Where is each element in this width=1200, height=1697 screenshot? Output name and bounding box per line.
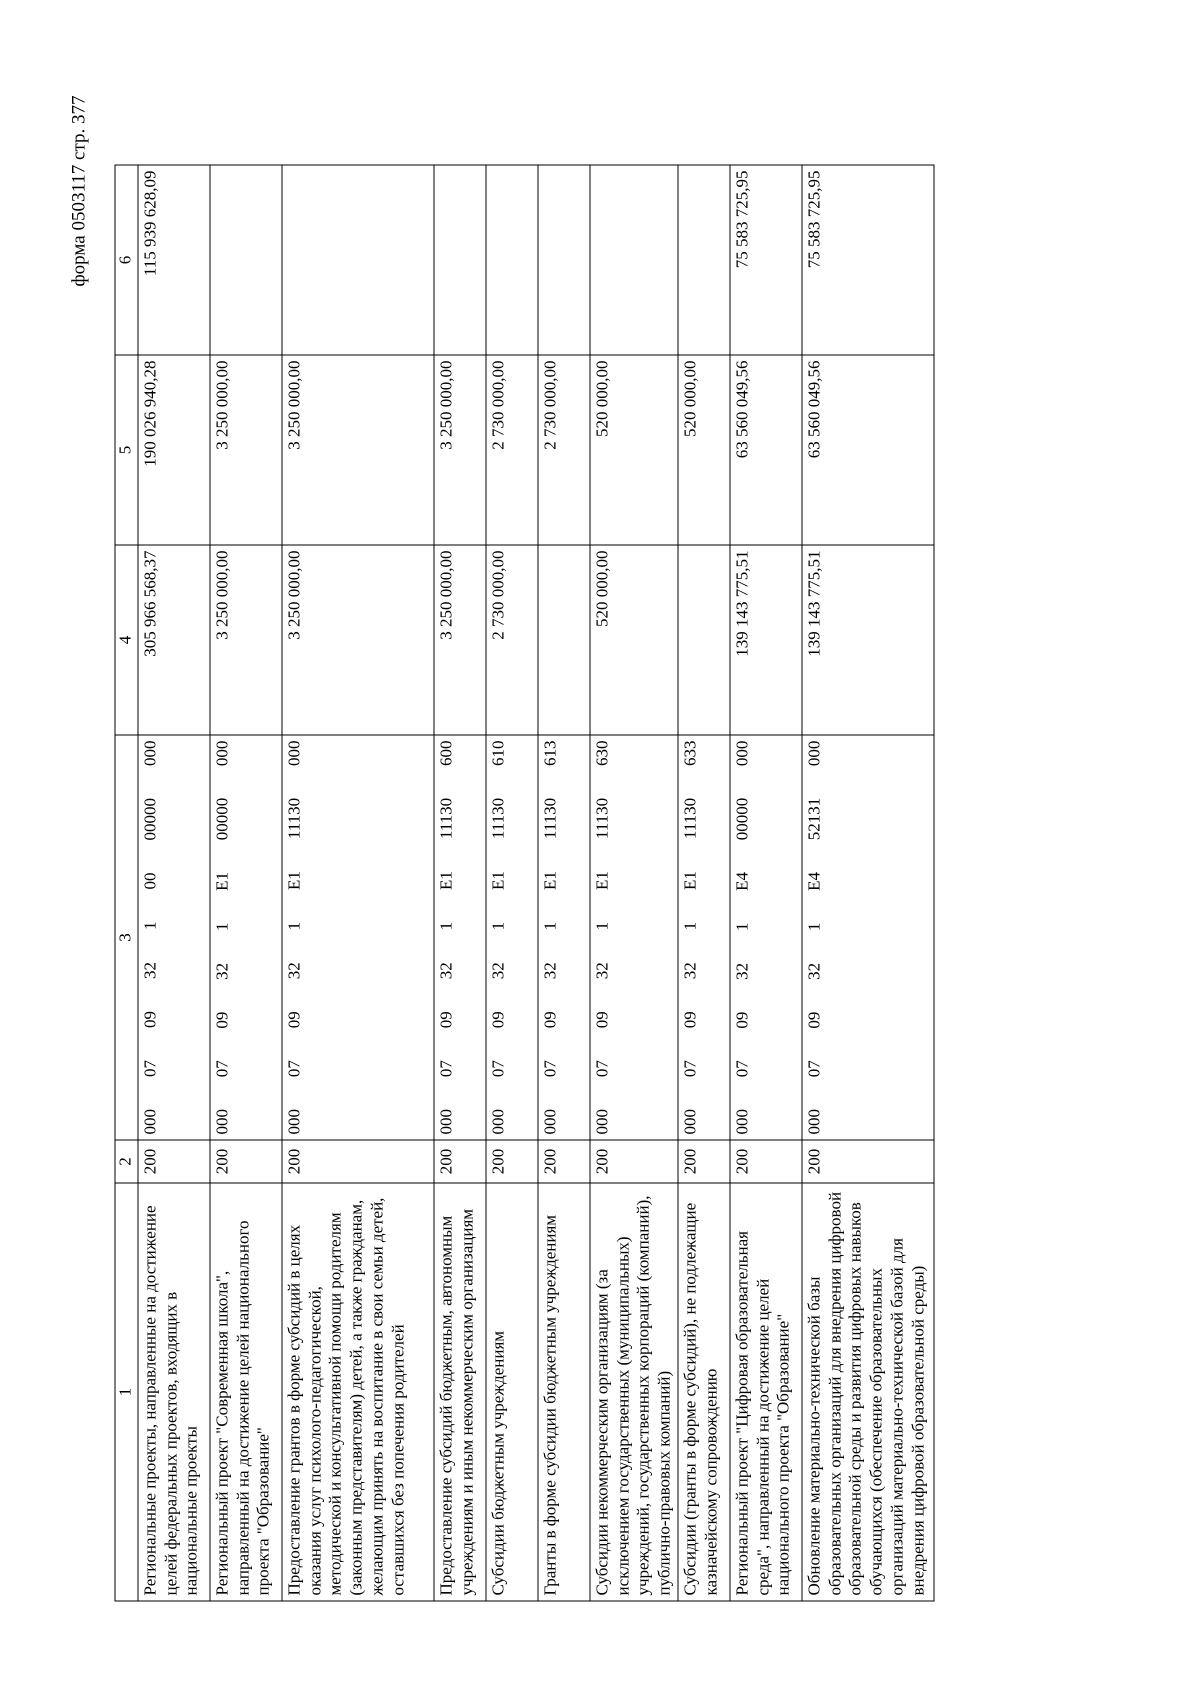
code-part: 07 [592,1059,611,1077]
code-part: 633 [679,740,699,766]
code-part: 000 [731,740,751,766]
row-line-code: 200 [210,1140,282,1183]
code-part: 000 [731,1108,751,1134]
code-part: 1 [488,921,507,930]
code-part: 32 [592,961,611,979]
code-part: 09 [731,1011,751,1029]
row-unexecuted: 115 939 628,09 [138,165,210,355]
row-name: Гранты в форме субсидии бюджетным учреждениям [538,1183,590,1601]
code-part: 09 [488,1010,507,1028]
row-unexecuted [486,165,538,355]
budget-table [114,164,934,1601]
code-part: 00000 [212,797,231,840]
budget-code-parts [592,740,613,1134]
code-part: 000 [212,1108,231,1134]
code-part: 11130 [592,797,611,839]
table-row [486,165,538,1601]
table-row [729,165,801,1601]
code-part: 32 [140,961,159,979]
code-part: 11130 [436,797,455,839]
code-part: 000 [212,740,231,766]
code-part: E1 [284,870,303,890]
code-part: E1 [540,870,559,890]
code-part: 1 [284,921,303,930]
code-part: 09 [212,1011,231,1029]
code-part: 1 [731,922,751,931]
code-part: 07 [679,1059,699,1077]
budget-code-parts [140,740,161,1134]
row-approved: 305 966 568,37 [138,545,210,735]
table-row [210,165,282,1601]
table-row [282,165,434,1601]
row-unexecuted [538,165,590,355]
code-part: 32 [212,962,231,980]
column-number-row [115,165,138,1601]
form-reference: форма 0503117 стр. 377 [68,95,89,287]
row-line-code: 200 [590,1140,678,1183]
row-executed: 2 730 000,00 [486,355,538,545]
row-executed: 520 000,00 [590,355,678,545]
row-line-code: 200 [801,1140,933,1183]
table-row [677,165,729,1601]
code-part: 07 [436,1059,455,1077]
row-executed: 520 000,00 [677,355,729,545]
code-part: 09 [592,1010,611,1028]
code-part: 000 [284,740,303,766]
budget-code-parts [284,740,305,1134]
code-part: 09 [140,1010,159,1028]
row-name: Предоставление субсидий бюджетным, автономным учреждениям и иным некоммерческим организациям [434,1183,486,1601]
code-part: 11130 [540,797,559,839]
row-line-code: 200 [138,1140,210,1183]
code-part: E1 [592,870,611,890]
code-part: 32 [284,961,303,979]
code-part: 32 [488,961,507,979]
code-part: 11130 [679,797,699,839]
row-executed: 63 560 049,56 [729,355,801,545]
table-row [434,165,486,1601]
row-approved: 520 000,00 [590,545,678,735]
row-approved [677,545,729,735]
row-line-code: 200 [434,1140,486,1183]
row-name: Обновление материально-технической базы образовательных организаций для внедрения цифровой образовательной среды и развития цифровых навыков обучающихся (обеспечение образовательных организаций материально-технической базой для внедрения цифровой образовательной среды) [801,1183,933,1601]
row-approved: 3 250 000,00 [210,545,282,735]
row-name: Субсидии (гранты в форме субсидий), не подлежащие казначейскому сопровождению [677,1183,729,1601]
budget-code-parts [436,740,457,1134]
row-budget-code [538,735,590,1140]
code-part: E1 [488,870,507,890]
row-approved [538,545,590,735]
code-part: E4 [731,871,751,891]
code-part: 09 [540,1010,559,1028]
budget-code-parts [804,740,825,1134]
row-name: Региональный проект "Современная школа", направленный на достижение целей национального проекта "Образование" [210,1183,282,1601]
code-part: E1 [679,870,699,890]
code-part: E4 [803,871,823,891]
row-unexecuted [434,165,486,355]
code-part: 000 [803,1108,823,1134]
code-part: 09 [284,1010,303,1028]
row-line-code: 200 [486,1140,538,1183]
row-name: Предоставление грантов в форме субсидий в целях оказания услуг психолого-педагогической, методической и консультативной помощи родителям (законным представителям) детей, а также гражданам, желающим принять на воспитание в свои семьи детей, оставшихся без попечения родителей [282,1183,434,1601]
code-part: 09 [803,1011,823,1029]
row-budget-code [434,735,486,1140]
row-executed: 63 560 049,56 [801,355,933,545]
row-name: Субсидии некоммерческим организациям (за исключением государственных (муниципальных) учреждений, государственных корпораций (компаний), публично-правовых компаний) [590,1183,678,1601]
table-row [138,165,210,1601]
row-unexecuted: 75 583 725,95 [729,165,801,355]
code-part: 09 [436,1010,455,1028]
code-part: 000 [140,740,159,766]
code-part: 07 [212,1059,231,1077]
budget-code-parts [540,740,561,1134]
row-line-code: 200 [677,1140,729,1183]
code-part: 1 [803,922,823,931]
row-executed: 2 730 000,00 [538,355,590,545]
code-part: 00 [140,872,159,889]
row-executed: 3 250 000,00 [210,355,282,545]
row-executed: 3 250 000,00 [434,355,486,545]
code-part: 000 [540,1108,559,1134]
code-part: 07 [488,1059,507,1077]
row-budget-code [138,735,210,1140]
code-part: 610 [488,740,507,766]
row-budget-code [590,735,678,1140]
row-budget-code [486,735,538,1140]
row-approved: 3 250 000,00 [434,545,486,735]
row-name: Субсидии бюджетным учреждениям [486,1183,538,1601]
row-unexecuted [210,165,282,355]
code-part: 32 [731,962,751,980]
code-part: 630 [592,740,611,766]
budget-code-parts [732,740,753,1134]
code-part: 32 [803,962,823,980]
code-part: 000 [803,740,823,766]
budget-code-parts [680,740,701,1134]
code-part: 52131 [803,797,823,840]
row-executed: 190 026 940,28 [138,355,210,545]
row-line-code: 200 [538,1140,590,1183]
column-header: 5 [115,355,138,545]
row-unexecuted: 75 583 725,95 [801,165,933,355]
table-row [590,165,678,1601]
row-name: Региональные проекты, направленные на достижение целей федеральных проектов, входящих в национальные проекты [138,1183,210,1601]
table-body [138,165,934,1601]
row-approved: 3 250 000,00 [282,545,434,735]
budget-code-parts [212,740,233,1134]
code-part: 1 [212,922,231,931]
row-unexecuted [282,165,434,355]
row-budget-code [677,735,729,1140]
code-part: 1 [592,921,611,930]
row-approved: 2 730 000,00 [486,545,538,735]
code-part: 07 [140,1059,159,1077]
code-part: 1 [140,921,159,930]
code-part: 000 [140,1108,159,1134]
code-part: 00000 [731,797,751,840]
code-part: 000 [679,1108,699,1134]
code-part: 1 [679,921,699,930]
code-part: 07 [803,1059,823,1077]
row-budget-code [801,735,933,1140]
row-unexecuted [677,165,729,355]
code-part: 32 [679,961,699,979]
column-header: 1 [115,1183,138,1601]
code-part: 11130 [488,797,507,839]
code-part: 1 [540,921,559,930]
row-line-code: 200 [729,1140,801,1183]
code-part: 600 [436,740,455,766]
row-approved: 139 143 775,51 [729,545,801,735]
row-budget-code [282,735,434,1140]
code-part: 11130 [284,797,303,839]
code-part: 1 [436,921,455,930]
row-budget-code [729,735,801,1140]
column-header: 4 [115,545,138,735]
column-header: 3 [115,735,138,1140]
table-row [538,165,590,1601]
column-header: 6 [115,165,138,355]
code-part: 07 [284,1059,303,1077]
table-row [801,165,933,1601]
row-budget-code [210,735,282,1140]
code-part: 613 [540,740,559,766]
code-part: 00000 [140,797,159,840]
code-part: 32 [436,961,455,979]
row-name: Региональный проект "Цифровая образовательная среда", направленный на достижение целей национального проекта "Образование" [729,1183,801,1601]
code-part: E1 [212,871,231,891]
code-part: 07 [540,1059,559,1077]
code-part: 000 [284,1108,303,1134]
column-header: 2 [115,1140,138,1183]
row-approved: 139 143 775,51 [801,545,933,735]
code-part: E1 [436,870,455,890]
code-part: 09 [679,1010,699,1028]
row-executed: 3 250 000,00 [282,355,434,545]
row-line-code: 200 [282,1140,434,1183]
code-part: 000 [436,1108,455,1134]
code-part: 07 [731,1059,751,1077]
row-unexecuted [590,165,678,355]
budget-code-parts [488,740,509,1134]
code-part: 000 [488,1108,507,1134]
code-part: 32 [540,961,559,979]
code-part: 000 [592,1108,611,1134]
